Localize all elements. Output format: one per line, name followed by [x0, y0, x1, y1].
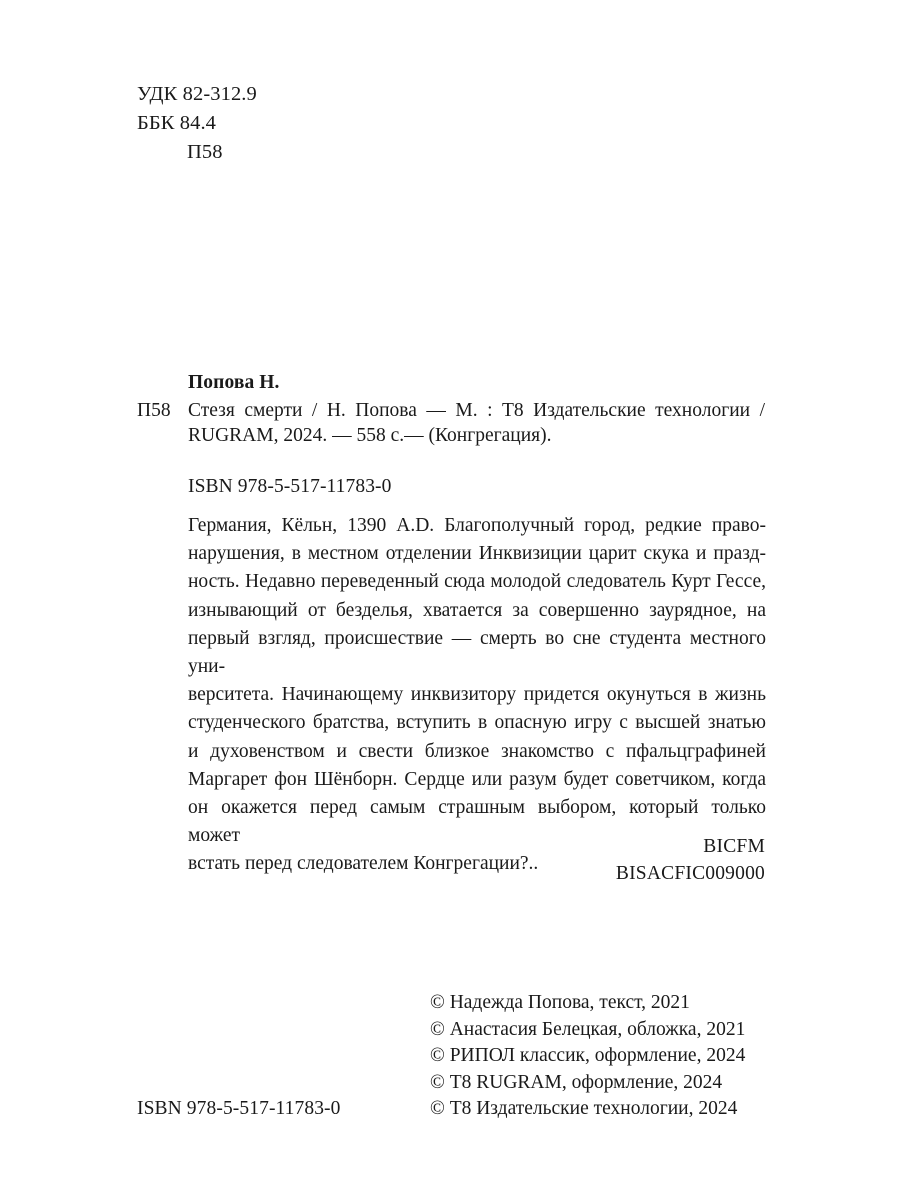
bibliographic-record	[137, 370, 765, 499]
annotation-line: и духовенством и свести близкое знакомство с пфальцграфиней	[188, 740, 766, 762]
bbk-code: ББК 84.4	[137, 112, 217, 134]
annotation-line: ность. Недавно переведенный сюда молодой следователь Курт Гессе,	[188, 571, 766, 593]
biblio-author: Попова Н.	[188, 372, 280, 393]
annotation-line: нарушения, в местном отделении Инквизиции царит скука и празд-	[188, 543, 766, 565]
author-sign-code: П58	[187, 141, 223, 163]
copyright-line: © Надежда Попова, текст, 2021	[430, 992, 690, 1013]
annotation-line: он окажется перед самым страшным выбором, который только может	[188, 797, 766, 847]
subject-codes	[616, 833, 765, 887]
annotation-line: Маргарет фон Шёнборн. Сердце или разум будет советчиком, когда	[188, 768, 766, 790]
copyright-line: © Т8 Издательские технологии, 2024	[430, 1098, 738, 1119]
annotation-line: Германия, Кёльн, 1390 A.D. Благополучный город, редкие право-	[188, 515, 766, 536]
biblio-description: Стезя смерти / Н. Попова — М. : Т8 Издательские технологии / RUGRAM, 2024. — 558 с.— (Конгрегация).	[188, 399, 765, 446]
annotation-line: первый взгляд, происшествие — смерть во сне студента местного уни-	[188, 627, 766, 678]
isbn-bottom: ISBN 978-5-517-11783-0	[137, 1098, 341, 1119]
udk-code: УДК 82-312.9	[137, 83, 257, 105]
bisac-code: BISACFIC009000	[615, 863, 765, 884]
classification-block	[137, 80, 257, 167]
annotation-paragraph	[188, 512, 766, 879]
copyright-line: © Т8 RUGRAM, оформление, 2024	[430, 1071, 723, 1093]
biblio-sigil: П58	[137, 399, 171, 421]
annotation-line: изнывающий от безделья, хватается за совершенно заурядное, на	[188, 599, 766, 621]
annotation-line: верситета. Начинающему инквизитору придется окунуться в жизнь	[188, 684, 766, 706]
copyright-block	[430, 990, 745, 1123]
copyright-line: © Анастасия Белецкая, обложка, 2021	[430, 1018, 746, 1040]
copyright-line: © РИПОЛ классик, оформление, 2024	[430, 1045, 746, 1066]
biblio-isbn: ISBN 978-5-517-11783-0	[188, 475, 392, 497]
bic-code: BICFM	[703, 836, 765, 857]
annotation-line: студенческого братства, вступить в опасную игру с высшей знатью	[188, 712, 766, 734]
annotation-line: встать перед следователем Конгрегации?..	[188, 853, 539, 875]
biblio-entry	[137, 398, 765, 449]
